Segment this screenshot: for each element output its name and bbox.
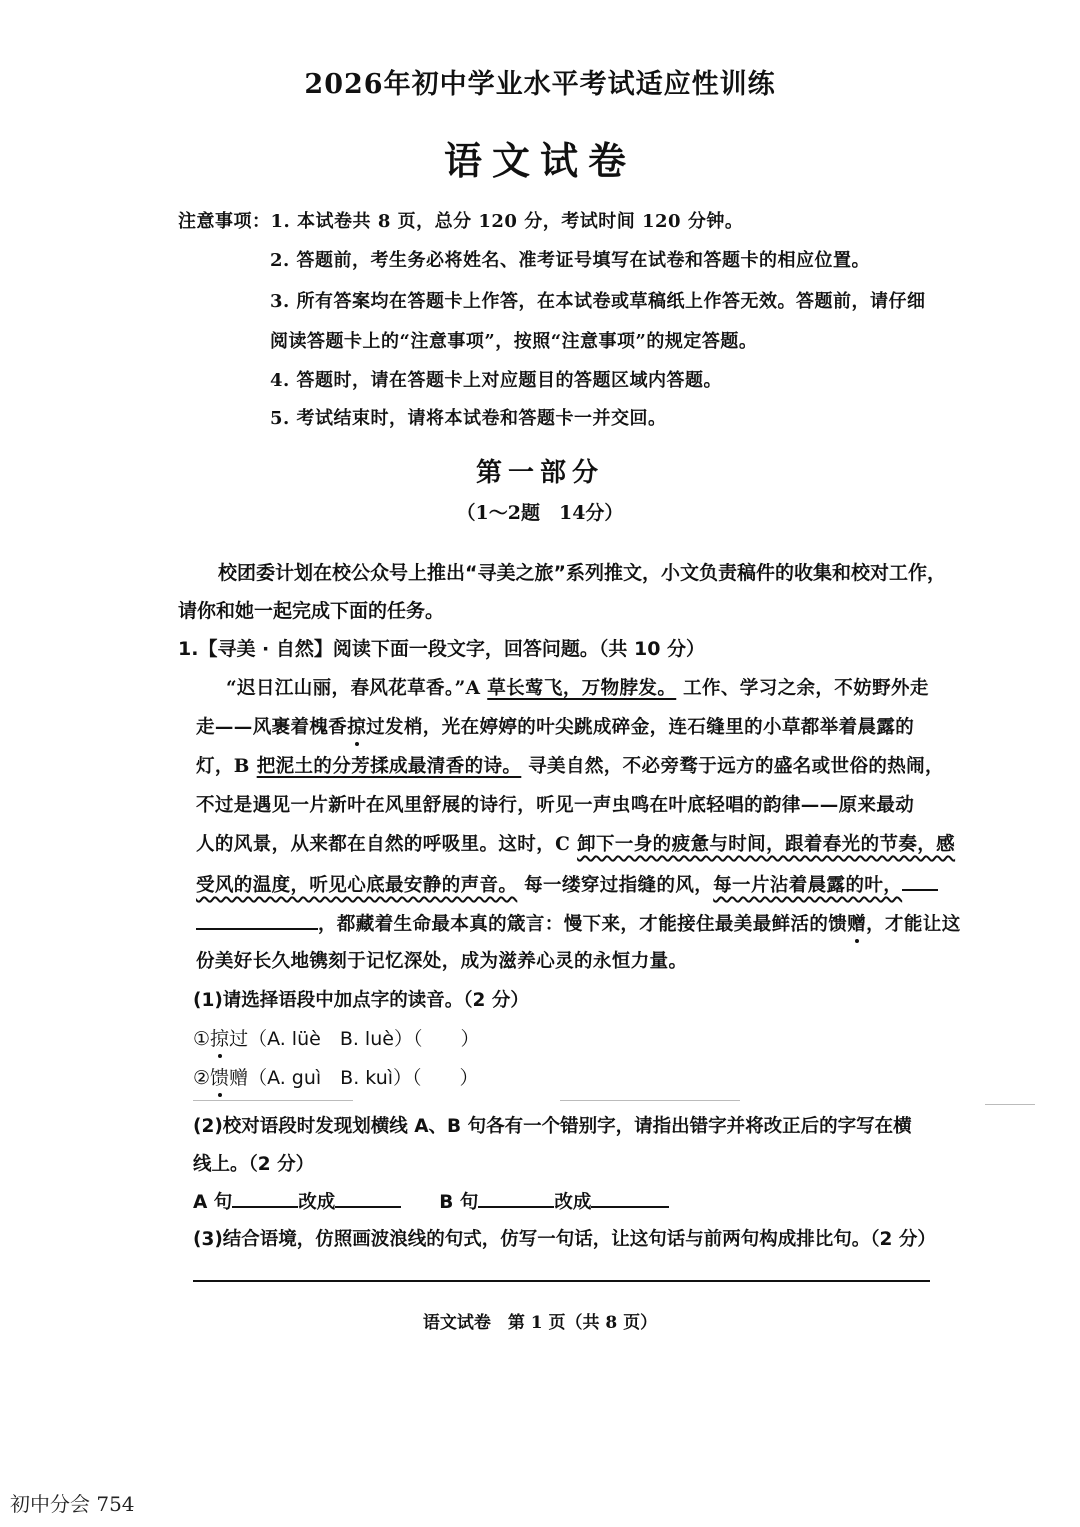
passage-text: 走——风裹着槐香 [196, 717, 348, 738]
sentence-a-underlined: 草长莺飞，万物脖发。 [487, 678, 677, 699]
divider [985, 1104, 1035, 1105]
passage-line-5 [196, 830, 955, 856]
answer-blank-start[interactable] [196, 908, 318, 930]
sub-question-3: (3)结合语境，仿照画波浪线的句式，仿写一句话，让这句话与前两句构成排比句。（2 分） [193, 1229, 936, 1250]
b-sentence-label: B 句 [439, 1192, 479, 1213]
sub-question-2: (2)校对语段时发现划横线 A、B 句各有一个错别字，请指出错字并将改正后的字写在横 [193, 1116, 912, 1137]
a-change-label: 改成 [298, 1192, 336, 1213]
sub-question-1: (1)请选择语段中加点字的读音。（2 分） [193, 990, 529, 1011]
passage-line-2 [196, 713, 914, 739]
option-2 [193, 1063, 479, 1090]
passage-text: 每一缕穿过指缝的风， [517, 875, 714, 896]
watermark-text: 初中分会 754 [10, 1492, 135, 1516]
divider [193, 1100, 353, 1101]
passage-text: 灯，B [196, 756, 257, 777]
answer-line[interactable] [193, 1280, 930, 1282]
passage-text: ，都藏着生命最本真的箴言：慢下来，才能接住最美最鲜活的馈 [318, 914, 848, 935]
intro-line-2: 请你和她一起完成下面的任务。 [178, 600, 445, 622]
passage-line-6 [196, 869, 938, 897]
notice-item-5: 5. 考试结束时，请将本试卷和答题卡一并交回。 [270, 408, 667, 429]
wavy-sentence-2: 每一片沾着晨露的叶， [713, 875, 903, 896]
option-text: 赠（A. guì B. kuì）（ ） [229, 1067, 479, 1089]
passage-line-3 [196, 752, 944, 778]
passage-line-1 [226, 674, 929, 700]
passage-text: 过发梢，光在婷婷的叶尖跳成碎金，连石缝里的小草都举着晨露的 [366, 717, 915, 738]
dotted-char-zeng: 赠 [847, 910, 866, 936]
passage-text: 寻美自然，不必旁骛于远方的盛名或世俗的热闹， [521, 756, 944, 777]
passage-text: 人的风景，从来都在自然的呼吸里。这时，C [196, 834, 578, 855]
intro-line-1: 校团委计划在校公众号上推出“寻美之旅”系列推文，小文负责稿件的收集和校对工作， [218, 562, 946, 584]
b-change-label: 改成 [554, 1192, 592, 1213]
notice-item-3-cont: 阅读答题卡上的“注意事项”，按照“注意事项”的规定答题。 [270, 331, 758, 352]
notice-item-3: 3. 所有答案均在答题卡上作答，在本试卷或草稿纸上作答无效。答题前，请仔细 [270, 291, 926, 312]
dotted-char: 掠 [210, 1024, 229, 1051]
passage-line-7 [196, 908, 961, 936]
notice-line-1 [178, 207, 743, 233]
part-subtitle: （1～2题 14分） [456, 502, 624, 524]
notice-item-1: 1. 本试卷共 8 页，总分 120 分，考试时间 120 分钟。 [270, 211, 744, 232]
passage-text: ，才能让这 [866, 914, 961, 935]
notice-item-4: 4. 答题时，请在答题卡上对应题目的答题区域内答题。 [270, 370, 723, 391]
page-footer: 语文试卷 第 1 页（共 8 页） [422, 1313, 658, 1333]
option-number: ② [193, 1067, 211, 1089]
sentence-c-wavy: 卸下一身的疲惫与时间，跟着春光的节奏，感 [577, 834, 956, 855]
notice-label: 注意事项： [178, 211, 271, 232]
dotted-char-lue: 掠 [347, 713, 366, 739]
question-1-head: 1.【寻美 · 自然】阅读下面一段文字，回答问题。（共 10 分） [178, 638, 706, 660]
sub-question-2-cont: 线上。（2 分） [193, 1154, 315, 1175]
b-wrong-char-blank[interactable] [478, 1186, 554, 1208]
answer-row [193, 1186, 669, 1214]
passage-text: 工作、学习之余，不妨野外走 [676, 678, 929, 699]
exam-title: 2026年初中学业水平考试适应性训练 [304, 69, 776, 100]
notice-item-2: 2. 答题前，考生务必将姓名、准考证号填写在试卷和答题卡的相应位置。 [270, 250, 871, 271]
passage-line-4: 不过是遇见一片新叶在风里舒展的诗行，听见一声虫鸣在叶底轻唱的韵律——原来最动 [196, 795, 915, 816]
passage-line-8: 份美好长久地镌刻于记忆深处，成为滋养心灵的永恒力量。 [196, 951, 688, 972]
a-sentence-label: A 句 [193, 1192, 233, 1213]
paper-title: 语文试卷 [443, 138, 636, 183]
passage-text: “迟日江山丽，春风花草香。”A [226, 678, 488, 699]
answer-blank-end[interactable] [902, 869, 938, 891]
b-correct-char-blank[interactable] [591, 1186, 669, 1208]
a-correct-char-blank[interactable] [335, 1186, 401, 1208]
sentence-c-wavy-cont: 受风的温度，听见心底最安静的声音。 [196, 875, 518, 896]
dotted-char: 馈 [210, 1063, 229, 1090]
option-1 [193, 1024, 479, 1051]
divider [560, 1100, 740, 1101]
sentence-b-underlined: 把泥土的分芳揉成最清香的诗。 [256, 756, 522, 777]
option-text: 过（A. lüè B. luè）（ ） [229, 1028, 480, 1050]
option-number: ① [193, 1028, 211, 1050]
a-wrong-char-blank[interactable] [232, 1186, 298, 1208]
part-title: 第一部分 [475, 458, 604, 488]
